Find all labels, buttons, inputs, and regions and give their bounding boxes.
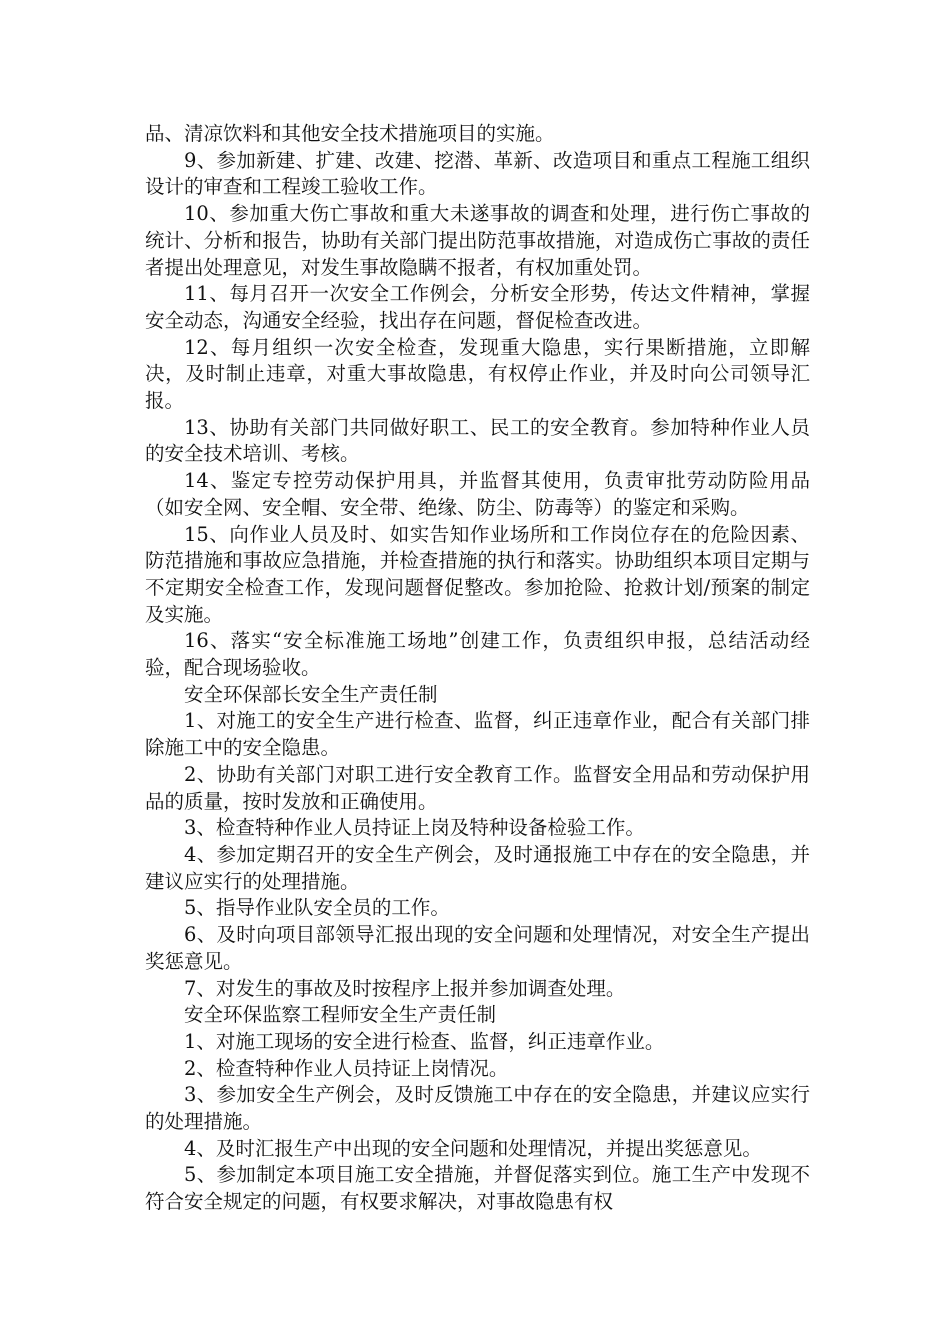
minister-item-5: 5、指导作业队安全员的工作。 xyxy=(184,896,450,920)
engineer-item-4: 4、及时汇报生产中出现的安全问题和处理情况，并提出奖惩意见。 xyxy=(184,1136,762,1160)
engineer-item-3: 3、参加安全生产例会，及时反馈施工中存在的安全隐患，并建议应实行的处理措施。 xyxy=(145,1083,810,1134)
minister-item-4: 4、参加定期召开的安全生产例会，及时通报施工中存在的安全隐患，并建议应实行的处理措施。 xyxy=(145,842,810,893)
paragraph-item-15: 15、向作业人员及时、如实告知作业场所和工作岗位存在的危险因素、防范措施和事故应急措施，并检查措施的执行和落实。协助组织本项目定期与不定期安全检查工作，发现问题督促整改。参加抢险、抢救计划/预案的制定及实施。 xyxy=(145,522,810,626)
paragraph-item-10: 10、参加重大伤亡事故和重大未遂事故的调查和处理，进行伤亡事故的统计、分析和报告，协助有关部门提出防范事故措施，对造成伤亡事故的责任者提出处理意见，对发生事故隐瞒不报者，有权加重处罚。 xyxy=(145,202,810,279)
document-page xyxy=(145,121,810,1216)
minister-item-1: 1、对施工的安全生产进行检查、监督，纠正违章作业，配合有关部门排除施工中的安全隐患。 xyxy=(145,709,810,760)
paragraph-continuation: 品、清凉饮料和其他安全技术措施项目的实施。 xyxy=(145,122,555,145)
section-heading-engineer: 安全环保监察工程师安全生产责任制 xyxy=(184,1003,497,1027)
minister-item-6: 6、及时向项目部领导汇报出现的安全问题和处理情况，对安全生产提出奖惩意见。 xyxy=(145,923,810,973)
paragraph-item-9: 9、参加新建、扩建、改建、挖潜、革新、改造项目和重点工程施工组织设计的审查和工程竣工验收工作。 xyxy=(145,148,810,199)
engineer-item-5: 5、参加制定本项目施工安全措施，并督促落实到位。施工生产中发现不符合安全规定的问题，有权要求解决，对事故隐患有权 xyxy=(145,1163,810,1214)
paragraph-item-12: 12、每月组织一次安全检查，发现重大隐患，实行果断措施，立即解决，及时制止违章，对重大事故隐患，有权停止作业，并及时向公司领导汇报。 xyxy=(145,335,810,413)
minister-item-2: 2、协助有关部门对职工进行安全教育工作。监督安全用品和劳动保护用品的质量，按时发放和正确使用。 xyxy=(145,762,810,813)
paragraph-item-13: 13、协助有关部门共同做好职工、民工的安全教育。参加特种作业人员的安全技术培训、考核。 xyxy=(145,415,810,466)
paragraph-item-16: 16、落实“安全标准施工场地”创建工作，负责组织申报，总结活动经验，配合现场验收。 xyxy=(145,629,810,680)
section-heading-minister: 安全环保部长安全生产责任制 xyxy=(184,682,438,706)
minister-item-3: 3、检查特种作业人员持证上岗及特种设备检验工作。 xyxy=(184,816,645,840)
minister-item-7: 7、对发生的事故及时按程序上报并参加调查处理。 xyxy=(184,976,626,1000)
engineer-item-1: 1、对施工现场的安全进行检查、监督，纠正违章作业。 xyxy=(184,1029,665,1053)
engineer-item-2: 2、检查特种作业人员持证上岗情况。 xyxy=(184,1056,509,1080)
paragraph-item-14: 14、鉴定专控劳动保护用具，并监督其使用，负责审批劳动防险用品（如安全网、安全帽、安全带、绝缘、防尘、防毒等）的鉴定和采购。 xyxy=(145,469,810,519)
paragraph-item-11: 11、每月召开一次安全工作例会，分析安全形势，传达文件精神，掌握安全动态，沟通安全经验，找出存在问题，督促检查改进。 xyxy=(145,282,810,332)
